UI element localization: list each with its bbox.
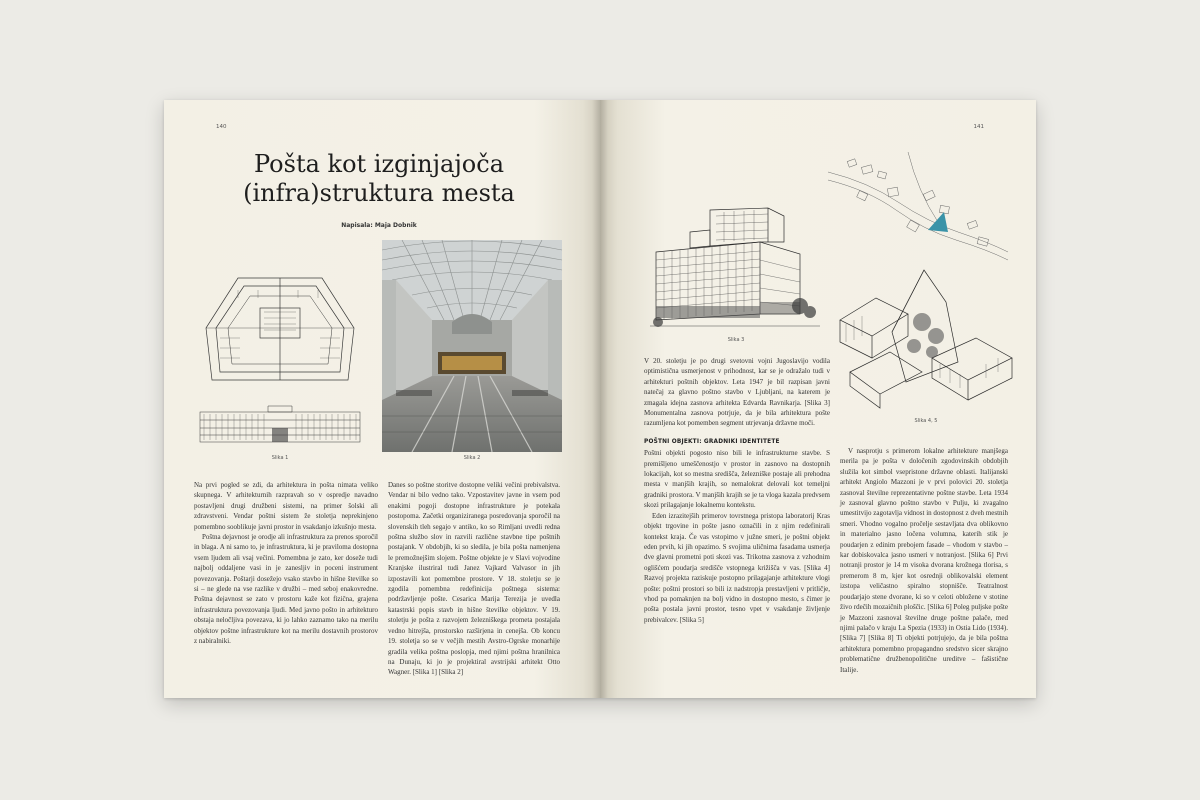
site-map-figure — [828, 152, 1008, 262]
paragraph: Poštna dejavnost je orodje ali infrastruktura za prenos sporočil in blaga. A ni samo to, je infrastruktura, ki je praviloma dostopna vsem ljudem ali vsaj večini. Pomembna je zato, ker doseže tudi najbolj oddaljene vasi in je zanesljiv in poceni instrument povezovanja. Poštarji dosežejo vsako stavbo in hišne številke so si – ne glede na vse razlike v družbi – med seboj enakovredne. Poštna dejavnost se zato v prostoru kaže kot fizična, grajena infrastruktura povezovanja ljudi. Med javno pošto in arhitekturo obstaja neločljiva povezava, ki jo lahko zaznamo tako na merilu objektov poštne infrastrukture kot na merilu dostavnih prostorov z nabiralniki. — [194, 533, 378, 646]
right-page — [600, 100, 1036, 698]
paragraph: Eden izrazitejših primerov tovrstnega pristopa laboratorij Kras objekt trgovine in pošte jasno označili in z njim redefinirali kontekst kraja. Če vas vstopimo v južne smeri, je poštni objekt eden prvih, ki jih opazimo. S svojima uličnima fasadama usmerja dve glavni prometni poti skozi vas. Trikotna zasnova z vzhodnim oglišćem poudarja središče vstopnega križišča v vas. [Slika 4] Razvoj projekta raziskuje postopno prilagajanje arhitekture vlogi pošte: poštni prostori so bili iz nadstropja prestavljeni v pritličje, vhod pa pomaknjen na bolj vidno in dostopno mesto, s čimer je pošta postala javni prostor, tesno vpet v vsakdanje življenje prebivalcev. [Slika 5] — [644, 511, 830, 624]
left-page — [164, 100, 600, 698]
book-gutter — [592, 100, 608, 698]
paragraph: Danes so poštne storitve dostopne veliki večini prebivalstva. Vendar ni bilo vedno tako. Vzpostavitev javne in vsem pod enakimi pogoji dostopne infrastrukture je potekala postopoma. Začetki organiziranega posredovanja sporočil na slovenskih tleh segajo v antiko, ko so Rimljani uvedli redna poštna službo slov in razvili različne stavbne tipe poštnih postajank. V obdobjih, ki so sledila, je bila pošta namenjena le premožnejšim slojem. Poštne objekte je v Slavi vojvodine Kranjske ilustriral tudi Janez Vajkard Valvasor in jih izpostavili kot pomembne prostore. V 18. stoletju se je zgodila pomembna redefinicija poštnega sistema: podržavljenje pošte. Cesarica Marija Terezija je uvedla katastrski popis stavb in hišne številke objektov. V 19. stoletju je pošta z razvojem železniškega prometa postajala vedno hitrejša, prostorsko razširjena in cenejša. Ob koncu 19. stoletja so se v večjih mestih Avstro-Ogrske monarhije gradila velika poštna poslopja, med njimi poštna hranilnica na Dunaju, ki jo je projektiral avstrijski arhitekt Otto Wagner. [Slika 1] [Slika 2] — [388, 481, 560, 677]
paragraph: Poštni objekti pogosto niso bili le infrastrukturne stavbe. S premišljeno umeščenostjo v prostor in zasnovo na dostopnih lokacijah, kot so mestna središča, železniške postaje ali prehodna mesta v manjših krajih, so nemalokrat delovali kot temeljni gradniki prostora. V manjših krajih se je ta vloga kazala predvsem skozi prilagajanje lokalnemu kontekstu. — [644, 449, 830, 510]
page-number-right: 141 — [973, 124, 984, 130]
paragraph: Na prvi pogled se zdi, da arhitektura in pošta nimata veliko skupnega. V arhitekturnih razpravah so v ospredje navadno postavljeni drugi družbeni sistemi, na primer šolski ali zdravstveni. Vendar poštni sistem že stoletja neprekinjeno pomembno sooblikuje javni prostor in vsakdanjo izkušnjo mesta. — [194, 481, 378, 531]
caption-fig3: Slika 3 — [727, 337, 745, 343]
hall-photo-figure — [382, 240, 562, 452]
left-text-column-2 — [388, 480, 560, 678]
title-line-2: (infra)struktura mesta — [243, 179, 515, 207]
right-text-column-2 — [840, 446, 1008, 675]
title-line-1: Pošta kot izginjajoča — [254, 150, 504, 178]
axonometric-drawing-figure — [836, 262, 1016, 412]
plan-drawing-figure — [198, 268, 362, 448]
left-text-column-1 — [194, 480, 378, 647]
page-number-left: 140 — [216, 124, 227, 130]
section-heading: POŠTNI OBJEKTI: GRADNIKI IDENTITETE — [644, 438, 780, 445]
article-title — [234, 150, 524, 208]
paragraph: V 20. stoletju je po drugi svetovni vojni Jugoslavijo vodila optimistična usmerjenost v prihodnost, kar se je odražalo tudi v arhitekturi poštnih objektov. Leta 1947 je bil razpisan javni natečaj za glavno poštno stavbo v Ljubljani, na katerem je zmagala idejna zasnova arhitekta Edvarda Ravnikarja. [Slika 3] Monumentalna zasnova potrjuje, da je bila arhitektura pošte razumljena kot pomemben segment utrjevanja državne moči. — [644, 357, 830, 428]
right-text-column-1 — [644, 356, 830, 625]
caption-fig1: Slika 1 — [271, 455, 289, 461]
paragraph: V nasprotju s primerom lokalne arhitekture manjšega merila pa je pošta v določenih zgodovinskih obdobjih služila kot simbol vsepristone državne oblasti. Italijanski arhitekt Angiolo Mazzoni je v prvi polovici 20. stoletja zasnoval številne reprezentativne poštne stavbe. Leta 1934 je zasnoval glavno poštno stavbo v Pulju, ki zvagalno umestitvijo zagotavlja vidnost in dostopnost z dveh mestnih smeri. Vhodno vogalno pročelje sestavljata dva oblikovno in materialno jasno ločena volumna, katerih stik je poudarjen z edinim prebojem fasade – vhodom v stavbo – kar dobiskovalca jasno usmeri v notranjost. [Slika 6] Prvi notranji prostor je 14 m visoka dvorana krožnega tlorisa, s premerom 8 m, kjer kot osrednji oblikovalski element izstopa veličastno spiralno stopnišče. Teatralnost poudarjajo stene dvorane, ki so v celoti obložene v stotine živo rdečih mozaičnih ploščic. [Slika 6] Poleg puljske pošte je Mazzoni zasnoval številne druge poštne palače, med njimi palačo v kraju La Spezia (1933) in Ostia Lido (1934). [Slika 7] [Slika 8] Ti objekti potrjujejo, da je bila poštna arhitektura pomembno propagandno sredstvo sicer skrajno problematične družbenopolitične ureditve – fašistične Italije. — [840, 447, 1008, 674]
caption-fig2: Slika 2 — [463, 455, 481, 461]
building-drawing-figure — [650, 202, 820, 334]
map-highlight-icon — [928, 212, 948, 232]
byline: Napisala: Maja Dobnik — [341, 222, 417, 229]
caption-fig45: Slika 4, 5 — [914, 418, 938, 424]
magazine-spread — [164, 100, 1036, 698]
